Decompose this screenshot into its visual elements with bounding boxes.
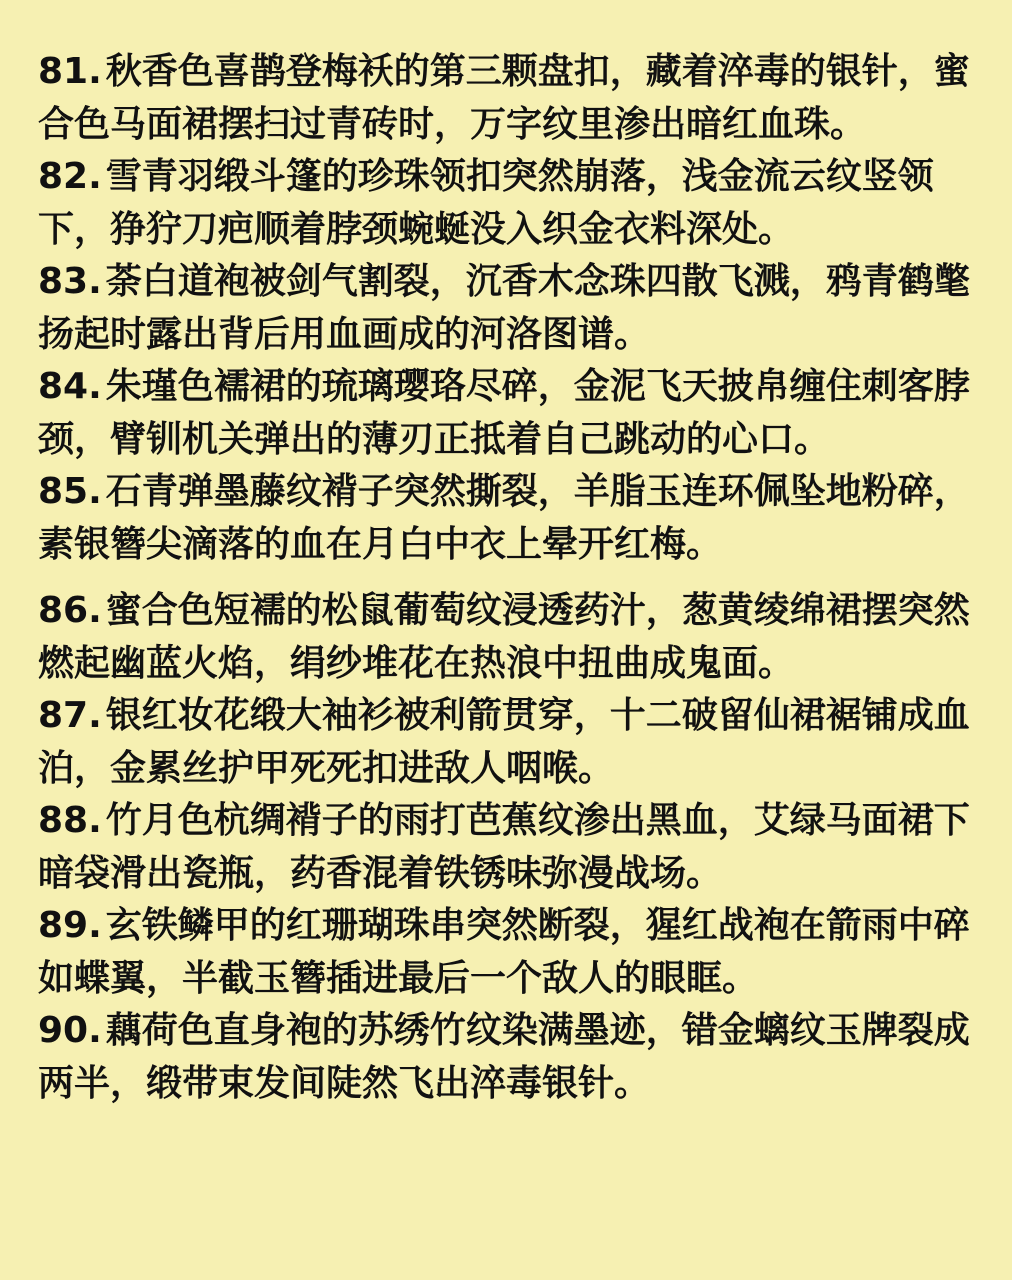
- entry-number: 88.: [38, 800, 102, 841]
- entry-85: [38, 466, 1004, 571]
- entry-number: 87.: [38, 695, 102, 736]
- entry-text: 竹月色杭绸褙子的雨打芭蕉纹渗出黑血，艾绿马面裙下暗袋滑出瓷瓶，药香混着铁锈味弥漫战场。: [38, 800, 970, 894]
- entry-87: [38, 690, 1004, 795]
- entry-number: 82.: [38, 156, 102, 197]
- entry-number: 90.: [38, 1010, 102, 1051]
- entry-text: 蜜合色短襦的松鼠葡萄纹浸透药汁，葱黄绫绵裙摆突然燃起幽蓝火焰，绢纱堆花在热浪中扭曲成鬼面。: [38, 590, 970, 684]
- entry-text: 银红妆花缎大袖衫被利箭贯穿，十二破留仙裙裾铺成血泊，金累丝护甲死死扣进敌人咽喉。: [38, 695, 970, 789]
- entry-number: 89.: [38, 905, 102, 946]
- entry-90: [38, 1005, 1004, 1110]
- entry-83: [38, 256, 1004, 361]
- entry-number: 85.: [38, 471, 102, 512]
- text-page: [38, 46, 1004, 1110]
- entry-text: 雪青羽缎斗篷的珍珠领扣突然崩落，浅金流云纹竖领下，狰狞刀疤顺着脖颈蜿蜒没入织金衣料深处。: [38, 156, 934, 250]
- entry-number: 83.: [38, 261, 102, 302]
- entry-number: 81.: [38, 51, 102, 92]
- entry-text: 玄铁鳞甲的红珊瑚珠串突然断裂，猩红战袍在箭雨中碎如蝶翼，半截玉簪插进最后一个敌人的眼眶。: [38, 905, 970, 999]
- entry-84: [38, 361, 1004, 466]
- entry-text: 朱瑾色襦裙的琉璃璎珞尽碎，金泥飞天披帛缠住刺客脖颈，臂钏机关弹出的薄刃正抵着自己跳动的心口。: [38, 366, 970, 460]
- entry-text: 石青弹墨藤纹褙子突然撕裂，羊脂玉连环佩坠地粉碎，素银簪尖滴落的血在月白中衣上晕开红梅。: [38, 471, 970, 565]
- entry-text: 秋香色喜鹊登梅袄的第三颗盘扣，藏着淬毒的银针，蜜合色马面裙摆扫过青砖时，万字纹里渗出暗红血珠。: [38, 51, 970, 145]
- entry-86: [38, 585, 1004, 690]
- entry-text: 藕荷色直身袍的苏绣竹纹染满墨迹，错金螭纹玉牌裂成两半，缎带束发间陡然飞出淬毒银针。: [38, 1010, 970, 1104]
- entry-number: 84.: [38, 366, 102, 407]
- entry-text: 荼白道袍被剑气割裂，沉香木念珠四散飞溅，鸦青鹤氅扬起时露出背后用血画成的河洛图谱。: [38, 261, 970, 355]
- entry-number: 86.: [38, 590, 102, 631]
- entry-81: [38, 46, 1004, 151]
- entry-89: [38, 900, 1004, 1005]
- entry-82: [38, 151, 1004, 256]
- entry-88: [38, 795, 1004, 900]
